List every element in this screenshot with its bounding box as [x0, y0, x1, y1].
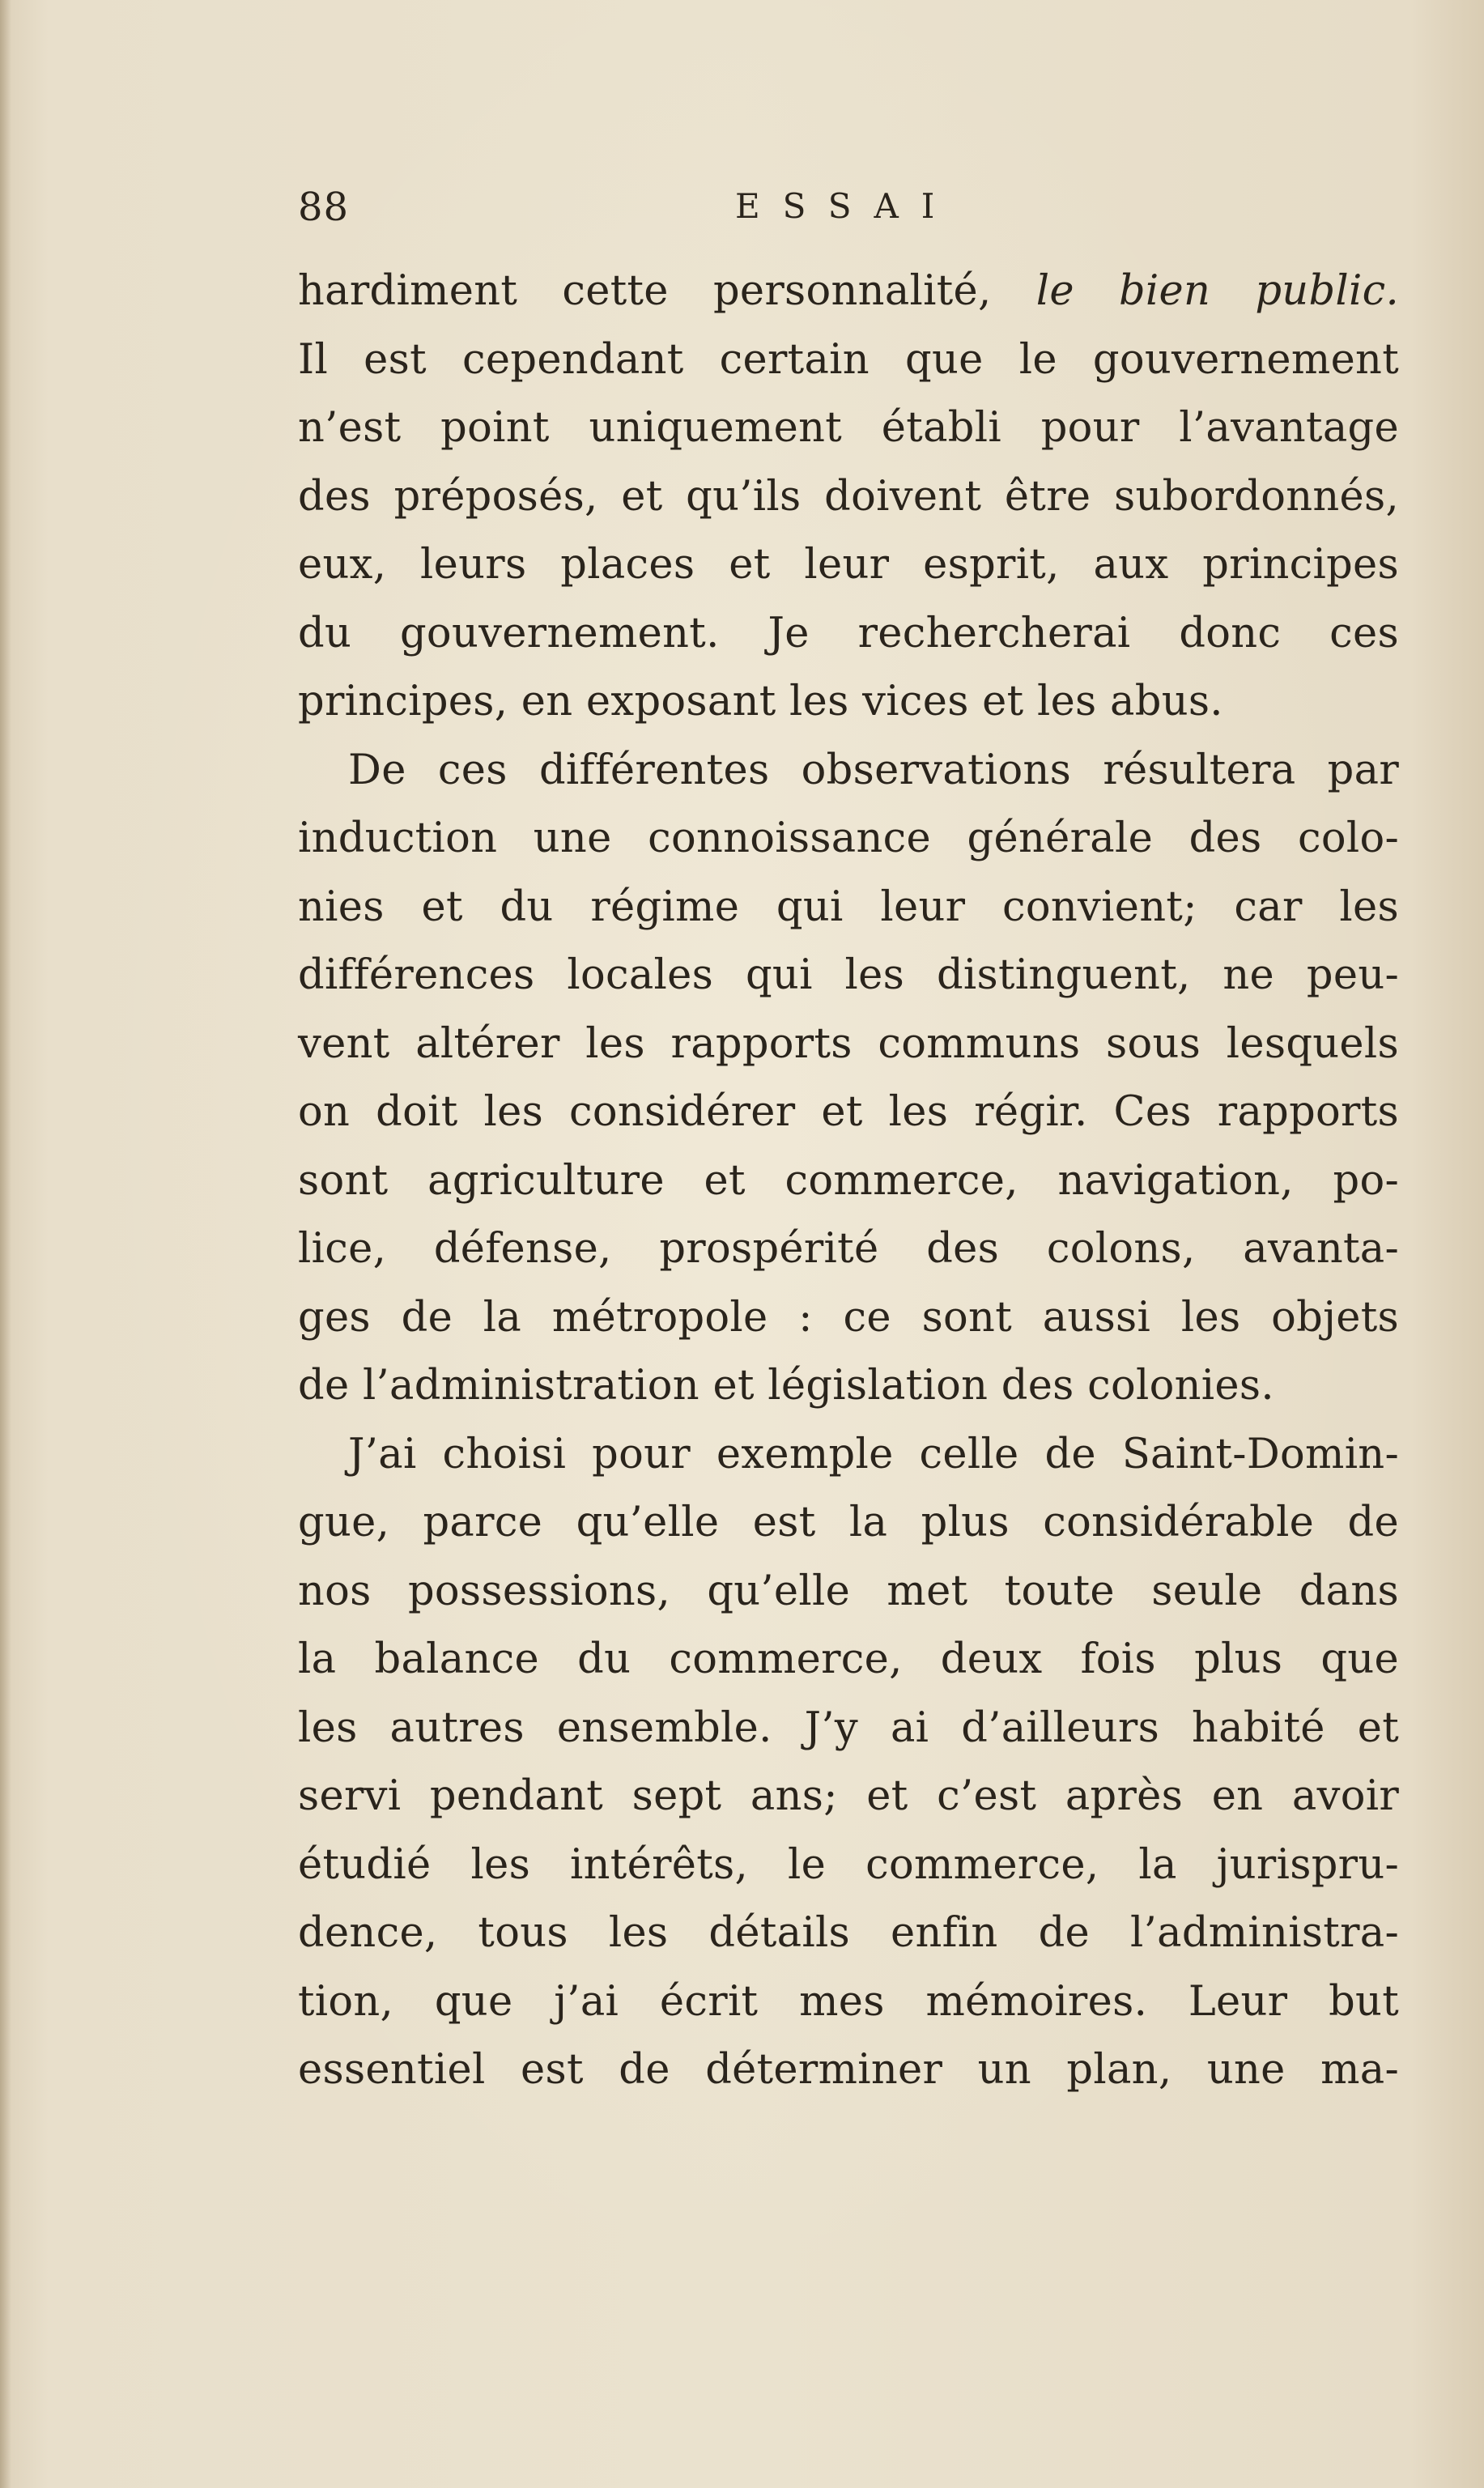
text-line: la balance du commerce, deux fois plus que [298, 1635, 1399, 1683]
text-line: lice, défense, prospérité des colons, avanta- [298, 1225, 1399, 1273]
text-line: étudié les intérêts, le commerce, la jurispru- [298, 1840, 1399, 1889]
text-line: servi pendant sept ans; et c’est après en avoir [298, 1772, 1399, 1820]
page-gutter-shadow [0, 0, 11, 2488]
text-line: sont agriculture et commerce, navigation, po- [298, 1156, 1399, 1205]
text-line: des préposés, et qu’ils doivent être subordonnés, [298, 472, 1399, 521]
paragraph-start: De ces différentes observations résultera par [348, 746, 1399, 794]
body-text [298, 257, 1399, 2105]
text-line: n’est point uniquement établi pour l’avantage [298, 404, 1399, 452]
text-line: nos possessions, qu’elle met toute seule dans [298, 1567, 1399, 1615]
text-line: du gouvernement. Je rechercherai donc ces [298, 609, 1399, 657]
text-line-1-roman: hardiment cette personnalité, [298, 267, 1036, 315]
text-line: nies et du régime qui leur convient; car les [298, 882, 1399, 931]
text-line: différences locales qui les distinguent, ne peu- [298, 951, 1399, 999]
paragraph-start: J’ai choisi pour exemple celle de Saint-Domin- [348, 1430, 1399, 1478]
text-line: on doit les considérer et les régir. Ces rapports [298, 1088, 1399, 1136]
text-line: tion, que j’ai écrit mes mémoires. Leur but [298, 1977, 1399, 2026]
text-line: Il est cependant certain que le gouvernement [298, 335, 1399, 384]
text-line: induction une connoissance générale des colo- [298, 814, 1399, 862]
text-line: vent altérer les rapports communs sous lesquels [298, 1019, 1399, 1068]
text-line: ges de la métropole : ce sont aussi les objets [298, 1293, 1399, 1342]
text-line: les autres ensemble. J’y ai d’ailleurs habité et [298, 1703, 1399, 1752]
running-title: ESSAI [735, 186, 958, 226]
text-line: essentiel est de déterminer un plan, une ma- [298, 2046, 1399, 2094]
page-number: 88 [298, 185, 350, 230]
text-line: principes, en exposant les vices et les abus. [298, 678, 1223, 725]
text-line: gue, parce qu’elle est la plus considérable de [298, 1499, 1399, 1546]
italic-phrase: le bien public. [1035, 267, 1399, 315]
text-line: eux, leurs places et leur esprit, aux principes [298, 541, 1399, 589]
text-line: dence, tous les détails enfin de l’administra- [298, 1909, 1399, 1957]
text-line: de l’administration et législation des colonies. [298, 1362, 1274, 1410]
running-head [298, 185, 1399, 236]
text-line-1 [298, 257, 1399, 326]
